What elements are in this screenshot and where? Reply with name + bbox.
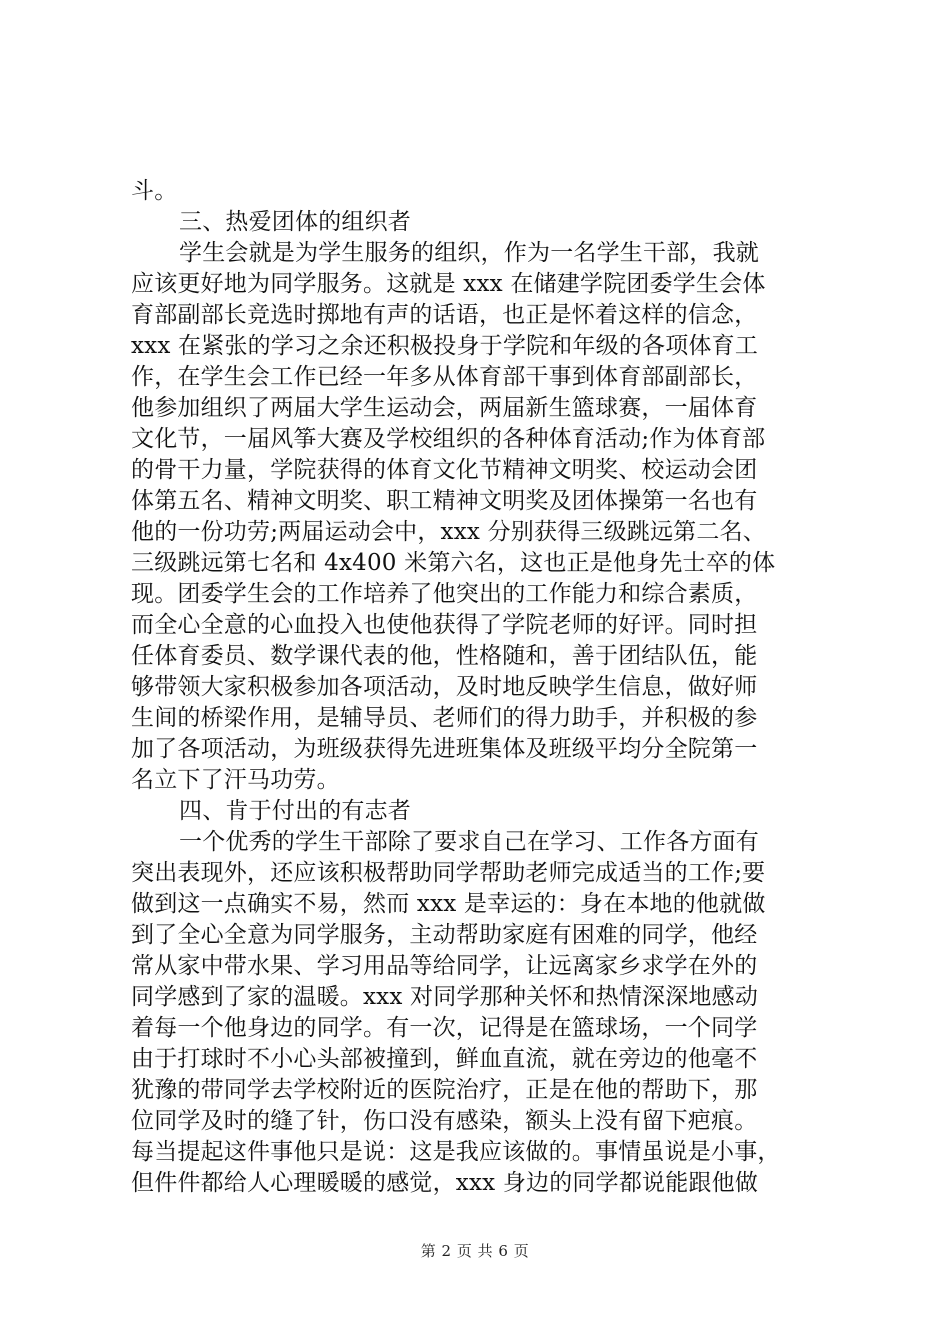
section-heading: 三、热爱团体的组织者 xyxy=(179,209,411,235)
text-line: 学生会就是为学生服务的组织，作为一名学生干部，我就 xyxy=(179,240,759,266)
text-line: 一个优秀的学生干部除了要求自己在学习、工作各方面有 xyxy=(179,829,759,855)
text-line: 三级跳远第七名和 4x400 米第六名，这也正是他身先士卒的体 xyxy=(131,550,776,576)
page-number-footer: 第 2 页 共 6 页 xyxy=(420,1242,530,1260)
text-line: 到了全心全意为同学服务，主动帮助家庭有困难的同学，他经 xyxy=(131,922,758,948)
text-line: 位同学及时的缝了针，伤口没有感染，额头上没有留下疤痕。 xyxy=(131,1108,758,1134)
text-line: 现。团委学生会的工作培养了他突出的工作能力和综合素质， xyxy=(131,581,758,607)
text-line: 体第五名、精神文明奖、职工精神文明奖及团体操第一名也有 xyxy=(131,488,758,514)
text-line: 应该更好地为同学服务。这就是 xxx 在储建学院团委学生会体 xyxy=(131,271,766,297)
text-line: 由于打球时不小心头部被撞到，鲜血直流，就在旁边的他毫不 xyxy=(131,1046,758,1072)
text-line: 犹豫的带同学去学校附近的医院治疗，正是在他的帮助下，那 xyxy=(131,1077,758,1103)
text-line: 文化节，一届风筝大赛及学校组织的各种体育活动;作为体育部 xyxy=(131,426,766,452)
text-line: 他参加组织了两届大学生运动会，两届新生篮球赛，一届体育 xyxy=(131,395,758,421)
text-line: 加了各项活动，为班级获得先进班集体及班级平均分全院第一 xyxy=(131,736,758,762)
text-line: 同学感到了家的温暖。xxx 对同学那种关怀和热情深深地感动 xyxy=(131,984,759,1010)
text-line: 他的一份功劳;两届运动会中，xxx 分别获得三级跳远第二名、 xyxy=(131,519,766,545)
text-line: 名立下了汗马功劳。 xyxy=(131,767,340,793)
text-line: xxx 在紧张的学习之余还积极投身于学院和年级的各项体育工 xyxy=(131,333,759,359)
document-body xyxy=(131,176,831,1199)
text-line: 而全心全意的心血投入也使他获得了学院老师的好评。同时担 xyxy=(131,612,758,638)
text-line: 做到这一点确实不易，然而 xxx 是幸运的：身在本地的他就做 xyxy=(131,891,766,917)
text-line: 每当提起这件事他只是说：这是我应该做的。事情虽说是小事， xyxy=(131,1139,781,1165)
text-line: 着每一个他身边的同学。有一次，记得是在篮球场，一个同学 xyxy=(131,1015,758,1041)
text-line: 作，在学生会工作已经一年多从体育部干事到体育部副部长， xyxy=(131,364,758,390)
section-heading: 四、肯于付出的有志者 xyxy=(179,798,411,824)
text-line: 生间的桥梁作用，是辅导员、老师们的得力助手，并积极的参 xyxy=(131,705,758,731)
text-line: 但件件都给人心理暖暖的感觉，xxx 身边的同学都说能跟他做 xyxy=(131,1170,759,1196)
text-line: 任体育委员、数学课代表的他，性格随和，善于团结队伍，能 xyxy=(131,643,758,669)
text-line: 常从家中带水果、学习用品等给同学，让远离家乡求学在外的 xyxy=(131,953,758,979)
text-line: 斗。 xyxy=(131,178,178,204)
text-line: 够带领大家积极参加各项活动，及时地反映学生信息，做好师 xyxy=(131,674,758,700)
text-line: 突出表现外，还应该积极帮助同学帮助老师完成适当的工作;要 xyxy=(131,860,766,886)
text-line: 的骨干力量，学院获得的体育文化节精神文明奖、校运动会团 xyxy=(131,457,758,483)
text-line: 育部副部长竞选时掷地有声的话语，也正是怀着这样的信念， xyxy=(131,302,758,328)
